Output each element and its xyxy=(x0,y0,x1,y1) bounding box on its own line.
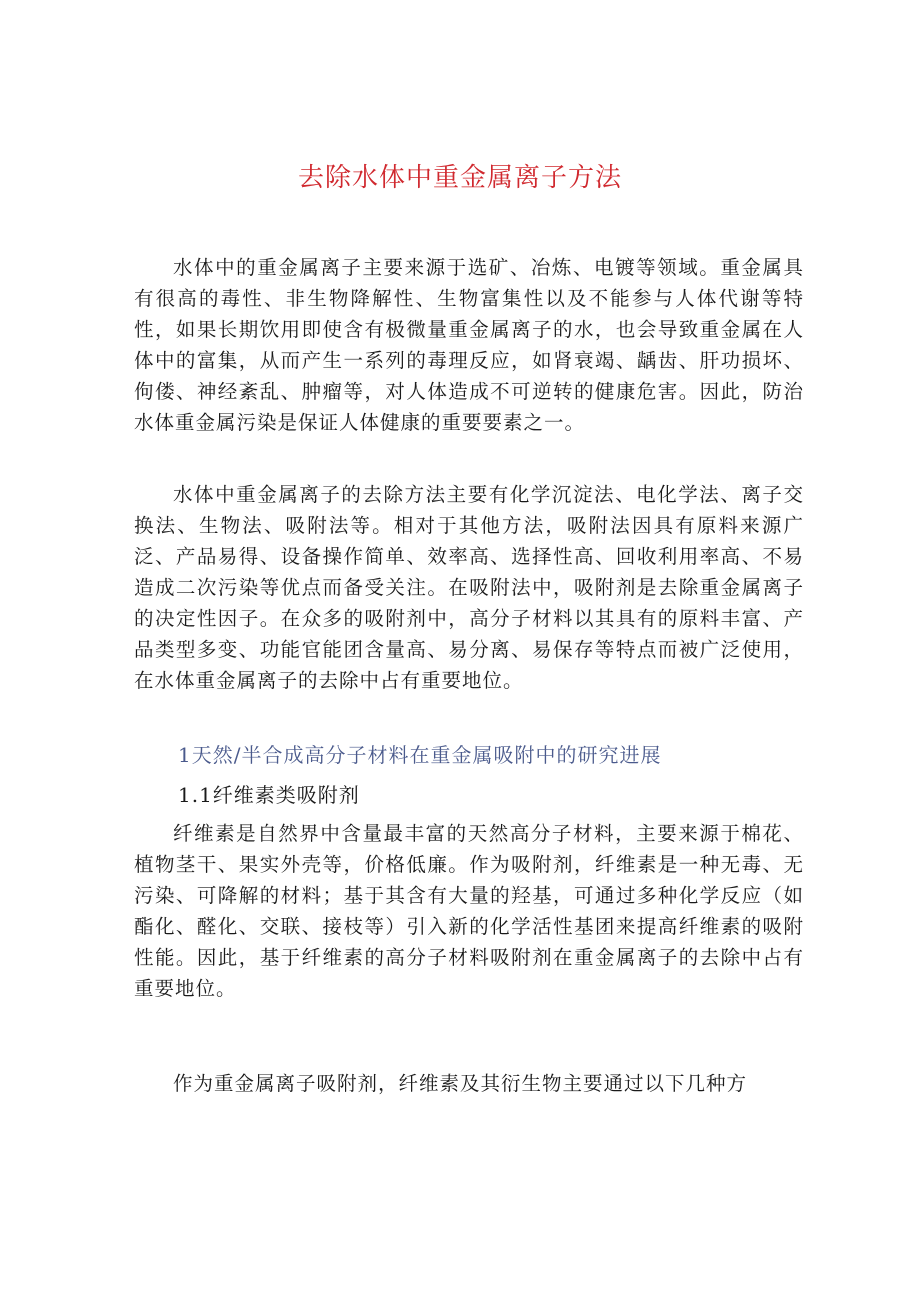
section-heading-1: 1天然/半合成高分子材料在重金属吸附中的研究进展 xyxy=(178,743,662,767)
document-title: 去除水体中重金属离子方法 xyxy=(297,163,622,193)
paragraph-heavy-metal-sources: 水体中的重金属离子主要来源于选矿、冶炼、电镀等领域。重金属具有很高的毒性、非生物降解性、生物富集性以及不能参与人体代谢等特性，如果长期饮用即使含有极微量重金属离子的水，也会导致重金属在人体中的富集，从而产生一系列的毒理反应，如肾衰竭、龋齿、肝功损坏、佝偻、神经紊乱、肿瘤等，对人体造成不可逆转的健康危害。因此，防治水体重金属污染是保证人体健康的重要要素之一。 xyxy=(134,256,804,434)
paragraph-cellulose-adsorbent: 作为重金属离子吸附剂，纤维素及其衍生物主要通过以下几种方 xyxy=(173,1072,748,1095)
paragraph-cellulose: 纤维素是自然界中含量最丰富的天然高分子材料，主要来源于棉花、植物茎干、果实外壳等，价格低廉。作为吸附剂，纤维素是一种无毒、无污染、可降解的材料；基于其含有大量的羟基，可通过多种化学反应（如酯化、醛化、交联、接枝等）引入新的化学活性基团来提高纤维素的吸附性能。因此，基于纤维素的高分子材料吸附剂在重金属离子的去除中占有重要地位。 xyxy=(134,822,804,1000)
section-heading-1-1: 1.1纤维素类吸附剂 xyxy=(178,783,360,807)
paragraph-removal-methods: 水体中重金属离子的去除方法主要有化学沉淀法、电化学法、离子交换法、生物法、吸附法等。相对于其他方法，吸附法因具有原料来源广泛、产品易得、设备操作简单、效率高、选择性高、回收利用率高、不易造成二次污染等优点而备受关注。在吸附法中，吸附剂是去除重金属离子的决定性因子。在众多的吸附剂中，高分子材料以其具有的原料丰富、产品类型多变、功能官能团含量高、易分离、易保存等特点而被广泛使用，在水体重金属离子的去除中占有重要地位。 xyxy=(134,483,804,692)
